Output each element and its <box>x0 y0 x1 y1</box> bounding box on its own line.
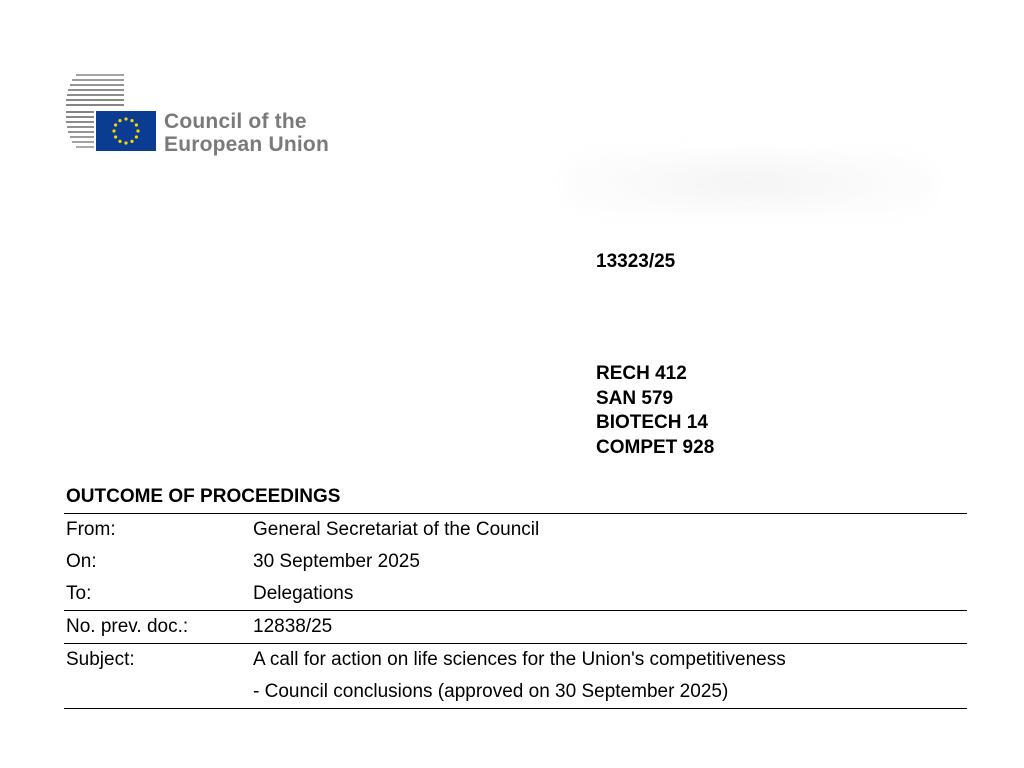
council-name-line1: Council of the <box>164 110 307 133</box>
table-row-to <box>64 578 967 611</box>
council-logo <box>66 74 356 154</box>
document-code: SAN 579 <box>596 387 674 409</box>
table-row-from <box>64 514 967 547</box>
redacted-stamp <box>562 148 936 218</box>
subject-line1: A call for action on life sciences for the Union's competitiveness <box>253 649 786 670</box>
prev-doc-value: 12838/25 <box>251 611 967 644</box>
prev-doc-label: No. prev. doc.: <box>64 611 251 644</box>
proceedings-title: OUTCOME OF PROCEEDINGS <box>66 486 341 507</box>
from-label: From: <box>64 514 251 547</box>
document-code: COMPET 928 <box>596 436 715 458</box>
eu-flag-icon <box>96 111 156 151</box>
table-row-subject <box>64 644 967 709</box>
proceedings-table <box>64 513 967 709</box>
document-code: BIOTECH 14 <box>596 412 708 433</box>
council-name <box>164 110 329 156</box>
table-row-prev-doc <box>64 611 967 644</box>
subject-label: Subject: <box>64 644 251 709</box>
document-code: RECH 412 <box>596 363 687 384</box>
to-label: To: <box>64 578 251 611</box>
from-value: General Secretariat of the Council <box>251 514 967 547</box>
document-codes <box>596 362 714 460</box>
table-row-on <box>64 546 967 578</box>
document-number: 13323/25 <box>596 251 676 272</box>
subject-line2: - Council conclusions (approved on 30 September 2025) <box>253 681 729 702</box>
to-value: Delegations <box>251 578 967 611</box>
council-name-line2: European Union <box>164 133 329 156</box>
subject-value <box>251 644 967 709</box>
on-value: 30 September 2025 <box>253 551 420 572</box>
on-label: On: <box>66 551 97 572</box>
